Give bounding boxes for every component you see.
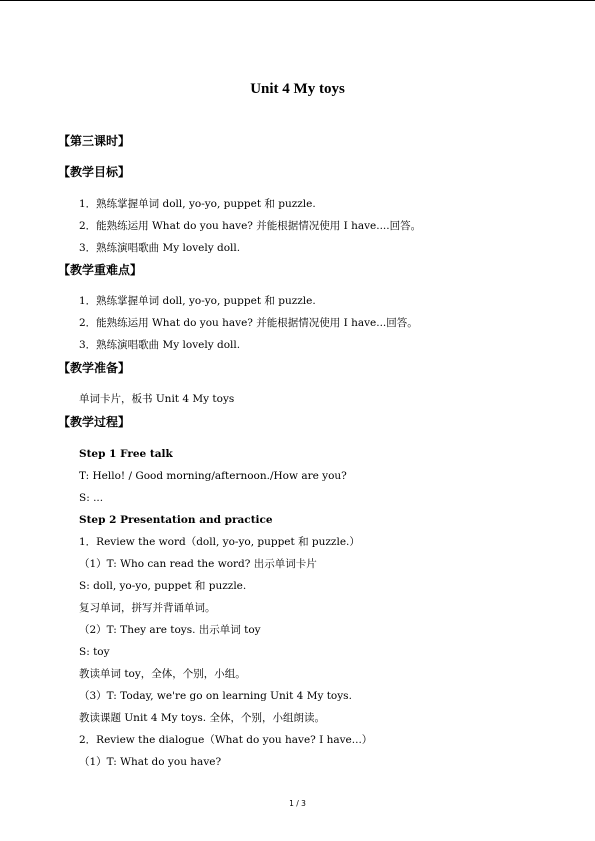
lesson-period-heading: 【第三课时】 xyxy=(58,134,131,148)
process-line: 复习单词，拼写并背诵单词。 xyxy=(79,602,216,614)
objective-item-3: 3．熟练演唱歌曲 My lovely doll. xyxy=(79,242,241,254)
process-heading: 【教学过程】 xyxy=(58,415,131,429)
process-line: S: ... xyxy=(79,492,104,504)
objectives-heading: 【教学目标】 xyxy=(58,165,131,179)
step-2-title: Step 2 Presentation and practice xyxy=(79,514,273,526)
key-point-item-3: 3．熟练演唱歌曲 My lovely doll. xyxy=(79,339,241,351)
process-line: 教读单词 toy，全体，个别，小组。 xyxy=(79,668,246,680)
process-line: （3）T: Today, we're go on learning Unit 4 My toys. xyxy=(79,690,352,702)
process-line: S: doll, yo-yo, puppet 和 puzzle. xyxy=(79,580,247,592)
process-line: （2）T: They are toys. 出示单词 toy xyxy=(79,624,261,636)
preparation-heading: 【教学准备】 xyxy=(58,361,131,375)
preparation-text: 单词卡片，板书 Unit 4 My toys xyxy=(79,393,235,405)
process-line: S: toy xyxy=(79,646,110,658)
page-number: 1 / 3 xyxy=(289,799,306,808)
key-point-item-1: 1．熟练掌握单词 doll, yo-yo, puppet 和 puzzle. xyxy=(79,295,316,307)
process-line: （1）T: Who can read the word? 出示单词卡片 xyxy=(79,558,317,570)
top-border-line xyxy=(0,0,595,1)
process-line: （1）T: What do you have? xyxy=(79,756,222,768)
process-line: 教读课题 Unit 4 My toys. 全体，个别，小组朗读。 xyxy=(79,712,325,724)
key-points-heading: 【教学重难点】 xyxy=(58,263,143,277)
key-point-item-2: 2．能熟练运用 What do you have? 并能根据情况使用 I have...回答。 xyxy=(79,317,418,329)
process-line: 2．Review the dialogue（What do you have? I have...） xyxy=(79,734,373,746)
process-line: 1．Review the word（doll, yo-yo, puppet 和 puzzle.） xyxy=(79,536,360,548)
objective-item-1: 1．熟练掌握单词 doll, yo-yo, puppet 和 puzzle. xyxy=(79,198,316,210)
step-1-title: Step 1 Free talk xyxy=(79,448,173,460)
process-line: T: Hello! / Good morning/afternoon./How are you? xyxy=(79,470,347,482)
page-title: Unit 4 My toys xyxy=(250,81,345,97)
objective-item-2: 2．能熟练运用 What do you have? 并能根据情况使用 I have....回答。 xyxy=(79,220,422,232)
